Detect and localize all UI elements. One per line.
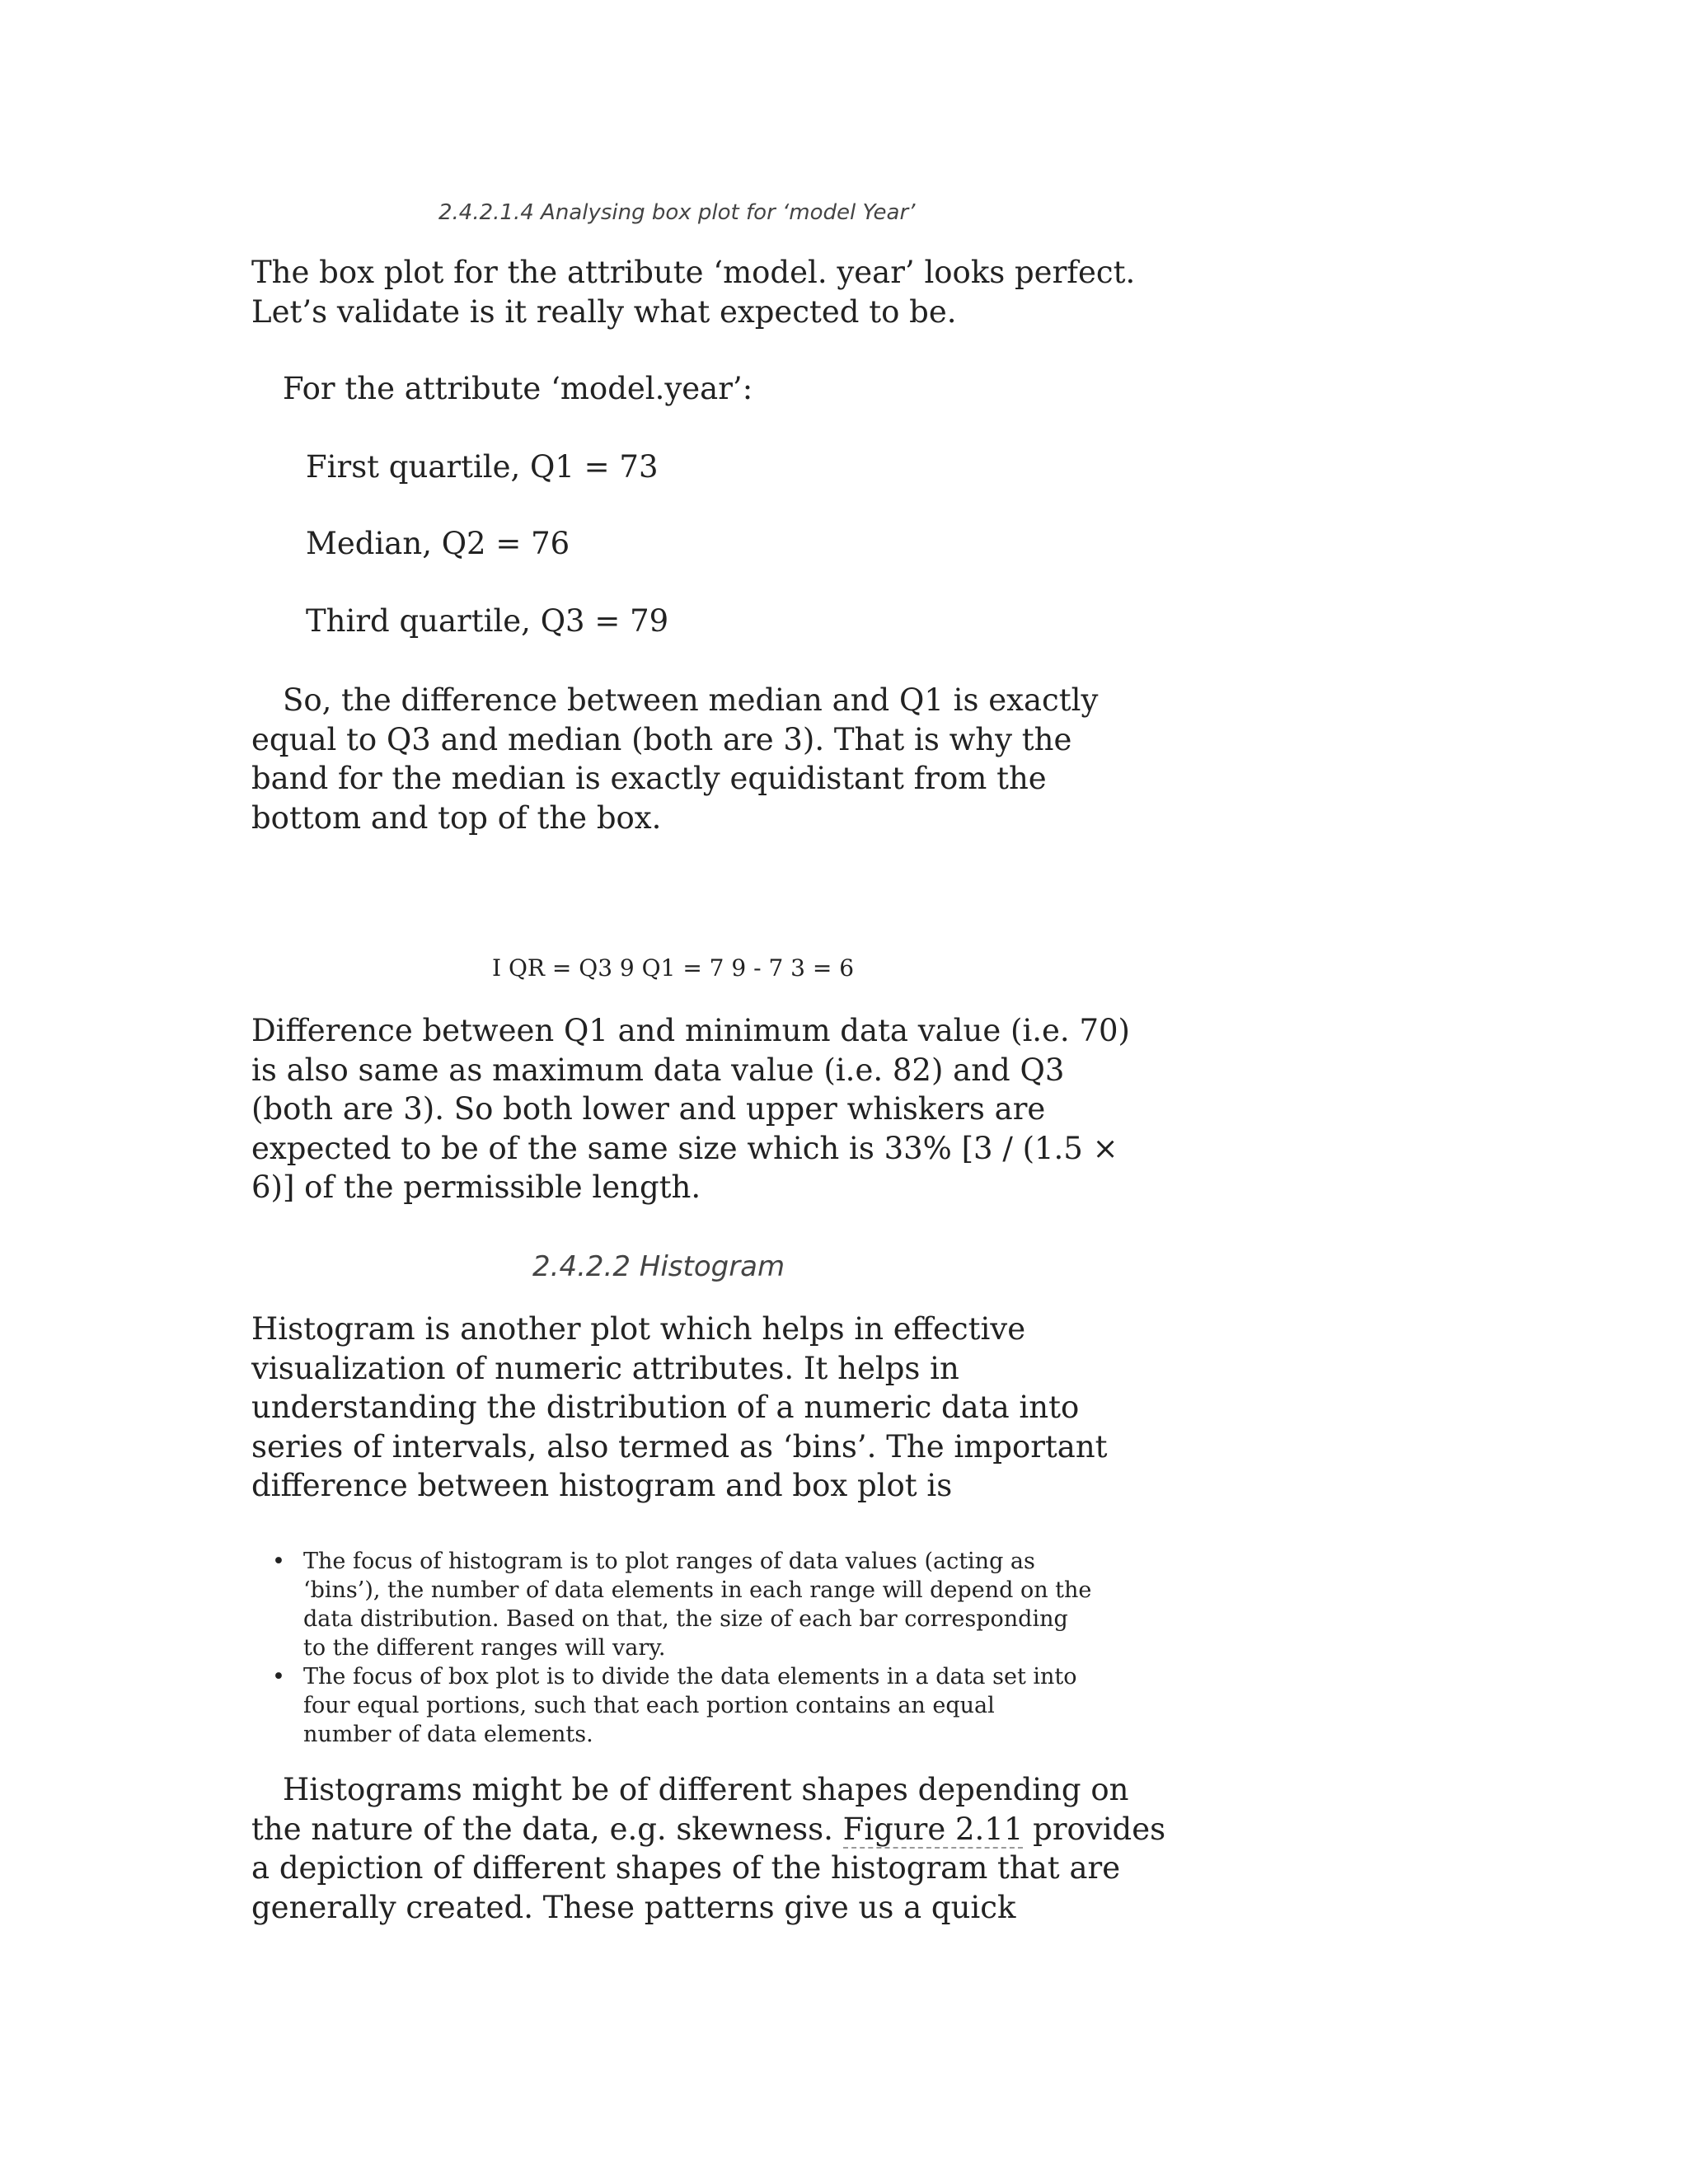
text-line: difference between histogram and box plot is [251,1468,953,1503]
text-line: Difference between Q1 and minimum data value (i.e. 70) [251,1013,1130,1048]
median: Median, Q2 = 76 [306,526,570,561]
text-line: (both are 3). So both lower and upper whiskers are [251,1091,1046,1127]
text-line: expected to be of the same size which is 33% [3 / (1.5 × [251,1130,1118,1166]
bullet-item-box-plot [272,1662,1091,1749]
text-line: is also same as maximum data value (i.e. 82) and Q3 [251,1052,1065,1088]
text-line: series of intervals, also termed as ‘bins’. The important [251,1428,1108,1465]
median-paragraph [251,681,1098,837]
whisker-paragraph [251,1011,1130,1207]
subsection-heading-box-plot-model-year: 2.4.2.1.4 Analysing box plot for ‘model Year’ [438,200,916,225]
third-quartile: Third quartile, Q3 = 79 [306,603,669,639]
text-line: equal to Q3 and median (both are 3). That is why the [251,721,1072,757]
first-quartile: First quartile, Q1 = 73 [306,449,659,485]
bullet-item-histogram [272,1547,1091,1662]
text-line: So, the difference between median and Q1 is exactly [283,682,1099,718]
text-line-with-link [251,1810,1165,1849]
text-line: The focus of box plot is to divide the data elements in a data set into [303,1664,1077,1690]
text-line: four equal portions, such that each portion contains an equal [303,1693,995,1718]
subsection-heading-histogram: 2.4.2.2 Histogram [532,1250,785,1283]
text-line: visualization of numeric attributes. It helps in [251,1350,959,1386]
text-line: number of data elements. [303,1722,593,1747]
figure-2-11-link[interactable]: Figure 2.11 [842,1811,1024,1847]
bullet-marker: • [272,1664,285,1690]
text-line: Let’s validate is it really what expected to be. [251,293,957,330]
text-line: understanding the distribution of a numeric data into [251,1390,1080,1425]
bullet-marker: • [272,1549,285,1574]
text-line: The box plot for the attribute ‘model. year’ looks perfect. [251,255,1136,290]
comparison-bullet-list [272,1547,1091,1749]
text-line: band for the median is exactly equidistant from the [251,761,1047,796]
text-line: Histograms might be of different shapes depending on [283,1772,1129,1807]
text-line: ‘bins’), the number of data elements in each range will depend on the [303,1577,1092,1603]
text-segment: the nature of the data, e.g. skewness. [251,1811,843,1847]
histogram-paragraph [251,1310,1108,1506]
intro-paragraph [251,253,1135,331]
text-line: data distribution. Based on that, the size of each bar corresponding [303,1606,1068,1632]
shapes-paragraph [251,1770,1165,1927]
text-segment: provides [1023,1811,1166,1847]
text-line: generally created. These patterns give us a quick [251,1889,1016,1925]
iqr-formula: I QR = Q3 9 Q1 = 7 9 - 7 3 = 6 [492,954,855,982]
attribute-intro: For the attribute ‘model.year’: [283,371,753,406]
text-line: 6)] of the permissible length. [251,1169,701,1205]
text-line: to the different ranges will vary. [303,1635,666,1661]
text-line: Histogram is another plot which helps in effective [251,1311,1026,1347]
text-line: bottom and top of the box. [251,799,662,836]
text-line: The focus of histogram is to plot ranges of data values (acting as [303,1549,1035,1574]
text-line: a depiction of different shapes of the histogram that are [251,1850,1121,1886]
